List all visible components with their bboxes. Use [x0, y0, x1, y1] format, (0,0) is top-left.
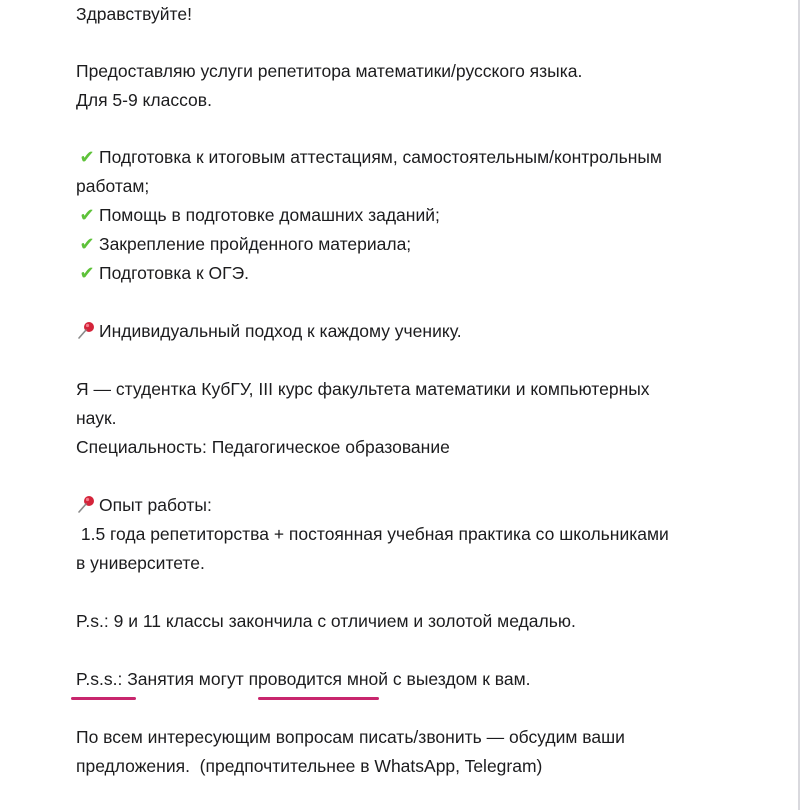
greeting: Здравствуйте!	[76, 4, 192, 24]
ps-line: P.s.: 9 и 11 классы закончила с отличием и золотой медалью.	[76, 611, 576, 631]
pushpin-icon	[76, 494, 98, 514]
highlight-underline	[258, 697, 379, 700]
service-item: ✔ Помощь в подготовке домашних заданий;	[76, 201, 440, 229]
experience-title: Опыт работы:	[76, 491, 212, 519]
intro-line: Предоставляю услуги репетитора математики/русского языка.	[76, 61, 583, 81]
contact-line: По всем интересующим вопросам писать/звонить — обсудим ваши	[76, 727, 625, 747]
pss-line: P.s.s.: Занятия могут проводится мной с выездом к вам.	[76, 669, 531, 689]
specialty-line: Специальность: Педагогическое образование	[76, 437, 450, 457]
experience-line: 1.5 года репетиторства + постоянная учебная практика со школьниками	[76, 524, 669, 544]
check-mark-icon: ✔	[79, 147, 95, 168]
service-item: ✔ Подготовка к ОГЭ.	[76, 259, 249, 287]
check-mark-icon: ✔	[79, 263, 95, 284]
check-mark-icon: ✔	[79, 234, 95, 255]
check-mark-icon: ✔	[79, 205, 95, 226]
education-line-continuation: наук.	[76, 408, 117, 428]
service-item: ✔ Подготовка к итоговым аттестациям, самостоятельным/контрольным	[76, 143, 662, 171]
education-line: Я — студентка КубГУ, III курс факультета математики и компьютерных	[76, 379, 650, 399]
service-item-continuation: работам;	[76, 176, 150, 196]
intro-grades: Для 5-9 классов.	[76, 90, 212, 110]
highlight-underline	[71, 697, 136, 700]
service-item: ✔ Закрепление пройденного материала;	[76, 230, 411, 258]
pushpin-icon	[76, 320, 98, 340]
experience-line-continuation: в университете.	[76, 553, 205, 573]
contact-line-continuation: предложения. (предпочтительнее в WhatsApp, Telegram)	[76, 756, 543, 776]
approach-line: Индивидуальный подход к каждому ученику.	[76, 317, 462, 345]
